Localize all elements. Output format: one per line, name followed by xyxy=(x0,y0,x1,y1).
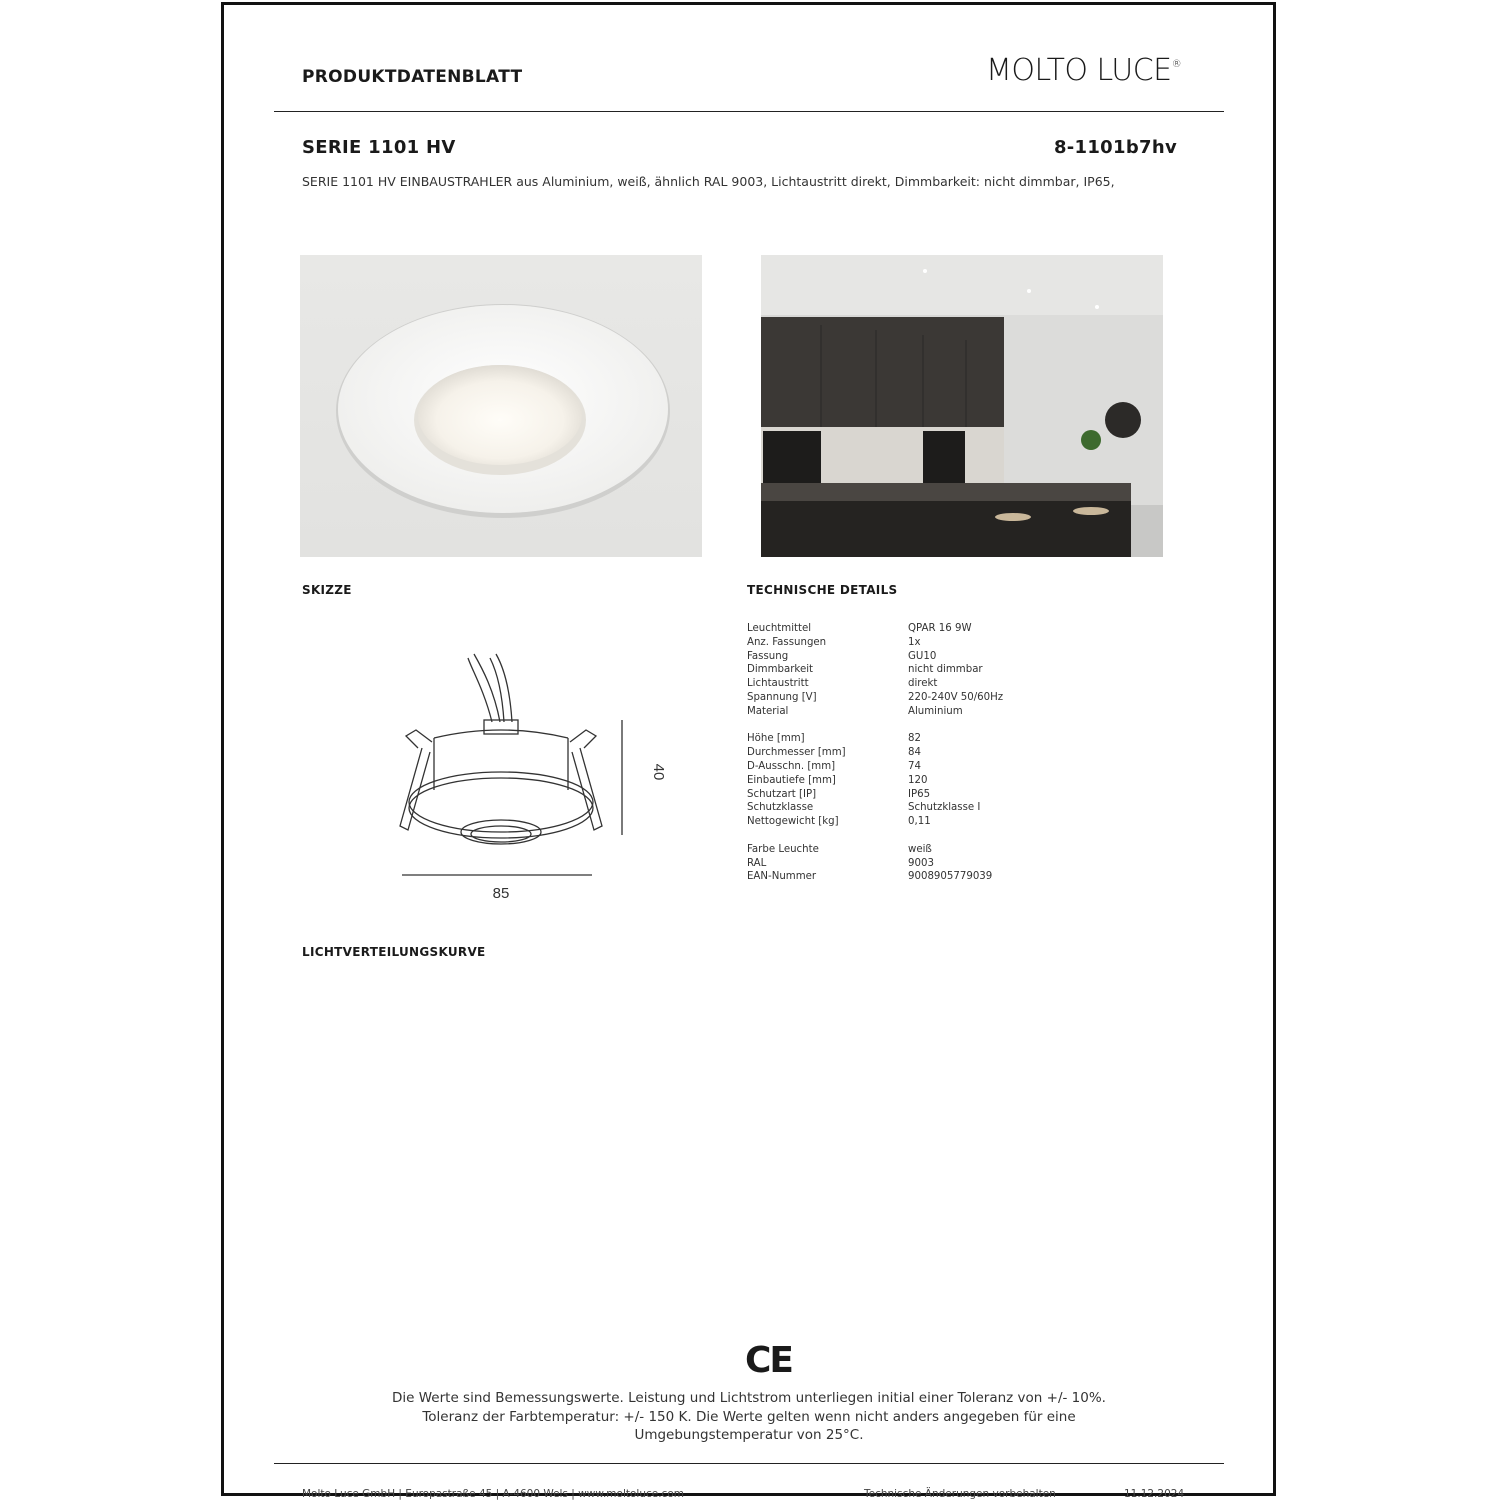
header-divider xyxy=(274,111,1224,112)
tech-key: Fassung xyxy=(747,650,789,662)
tech-value: Aluminium xyxy=(908,705,963,717)
tech-value: 1x xyxy=(908,636,921,648)
brand-name: MOLTO LUCE xyxy=(986,53,1172,88)
sketch-height-label: 40 xyxy=(650,763,667,781)
tech-value: 120 xyxy=(908,774,928,786)
tech-row xyxy=(747,732,1167,746)
tech-row xyxy=(747,760,1167,774)
tech-value: GU10 xyxy=(908,650,937,662)
tech-key: Farbe Leuchte xyxy=(747,843,819,855)
tech-row xyxy=(747,843,1167,857)
tech-value: nicht dimmbar xyxy=(908,664,983,676)
tech-row xyxy=(747,857,1167,871)
sketch-drawing xyxy=(324,630,704,920)
tech-value: weiß xyxy=(908,843,932,855)
sketch-width-label: 85 xyxy=(492,885,510,902)
tech-value: 74 xyxy=(908,760,921,772)
tech-value: direkt xyxy=(908,678,938,690)
note-line: Umgebungstemperatur von 25°C. xyxy=(634,1427,864,1443)
footer-disclaimer: Technische Änderungen vorbehalten xyxy=(864,1488,1056,1500)
footer-date: 11.12.2024 xyxy=(1124,1488,1185,1500)
technical-table xyxy=(747,622,1167,884)
kitchen-illustration xyxy=(761,255,1163,557)
footer-divider xyxy=(274,1463,1224,1464)
tech-key: Nettogewicht [kg] xyxy=(747,816,839,828)
tech-value: 0,11 xyxy=(908,816,931,828)
tech-row xyxy=(747,815,1167,829)
tech-row xyxy=(747,801,1167,815)
tech-key: EAN-Nummer xyxy=(747,871,817,883)
tech-key: Dimmbarkeit xyxy=(747,664,814,676)
article-number: 8-1101b7hv xyxy=(1053,137,1177,158)
ambience-photo xyxy=(761,255,1163,557)
tech-key: Material xyxy=(747,705,789,717)
tech-row xyxy=(747,788,1167,802)
registered-mark: ® xyxy=(1171,59,1182,70)
tech-spacer xyxy=(747,719,1167,733)
brand-logo xyxy=(986,53,1181,88)
tech-row xyxy=(747,677,1167,691)
tech-key: Schutzart [IP] xyxy=(747,788,817,800)
tech-value: IP65 xyxy=(908,788,931,800)
technical-sketch xyxy=(324,630,704,920)
tech-key: Durchmesser [mm] xyxy=(747,747,846,759)
tech-key: Spannung [V] xyxy=(747,691,817,703)
tech-row xyxy=(747,705,1167,719)
product-photo xyxy=(300,255,702,557)
tech-value: 82 xyxy=(908,733,921,745)
tolerance-note xyxy=(274,1389,1224,1445)
tech-value: 84 xyxy=(908,747,921,759)
tech-key: Einbautiefe [mm] xyxy=(747,774,836,786)
tech-value: QPAR 16 9W xyxy=(908,623,972,634)
footer-company: Molto Luce GmbH | Europastraße 45 | A-4600 Wels | www.moltoluce.com xyxy=(302,1488,684,1500)
datasheet-page xyxy=(221,2,1276,1500)
tech-value: 9008905779039 xyxy=(908,871,993,883)
technical-heading: TECHNISCHE DETAILS xyxy=(747,583,898,597)
tech-row xyxy=(747,622,1167,636)
downlight-illustration xyxy=(300,255,702,557)
tech-key: Lichtaustritt xyxy=(747,678,809,690)
tech-key: D-Ausschn. [mm] xyxy=(747,760,836,772)
tech-row xyxy=(747,691,1167,705)
tech-key: Höhe [mm] xyxy=(747,733,805,745)
tech-value: 9003 xyxy=(908,857,934,869)
tech-key: Anz. Fassungen xyxy=(747,636,827,648)
tech-key: Leuchtmittel xyxy=(747,623,812,634)
light-curve-heading: LICHTVERTEILUNGSKURVE xyxy=(302,945,486,959)
sketch-heading: SKIZZE xyxy=(302,583,352,597)
product-series: SERIE 1101 HV xyxy=(302,137,456,158)
tech-row xyxy=(747,774,1167,788)
document-title: PRODUKTDATENBLATT xyxy=(302,67,523,87)
tech-row xyxy=(747,650,1167,664)
tech-spacer xyxy=(747,829,1167,843)
ce-mark: CE xyxy=(745,1340,793,1381)
product-description: SERIE 1101 HV EINBAUSTRAHLER aus Aluminium, weiß, ähnlich RAL 9003, Lichtaustritt direkt, Dimmbarkeit: nicht dimmbar, IP65, xyxy=(302,174,1115,189)
tech-row xyxy=(747,663,1167,677)
tech-row xyxy=(747,870,1167,884)
tech-row xyxy=(747,636,1167,650)
note-line: Toleranz der Farbtemperatur: +/- 150 K. Die Werte gelten wenn nicht anders angegeben für eine xyxy=(422,1408,1076,1425)
tech-value: 220-240V 50/60Hz xyxy=(908,691,1004,703)
note-line: Die Werte sind Bemessungswerte. Leistung und Lichtstrom unterliegen initial einer Toleranz von +/- 10%. xyxy=(392,1390,1106,1406)
tech-key: RAL xyxy=(747,857,767,869)
tech-key: Schutzklasse xyxy=(747,802,814,814)
tech-row xyxy=(747,746,1167,760)
tech-value: Schutzklasse I xyxy=(908,802,981,814)
